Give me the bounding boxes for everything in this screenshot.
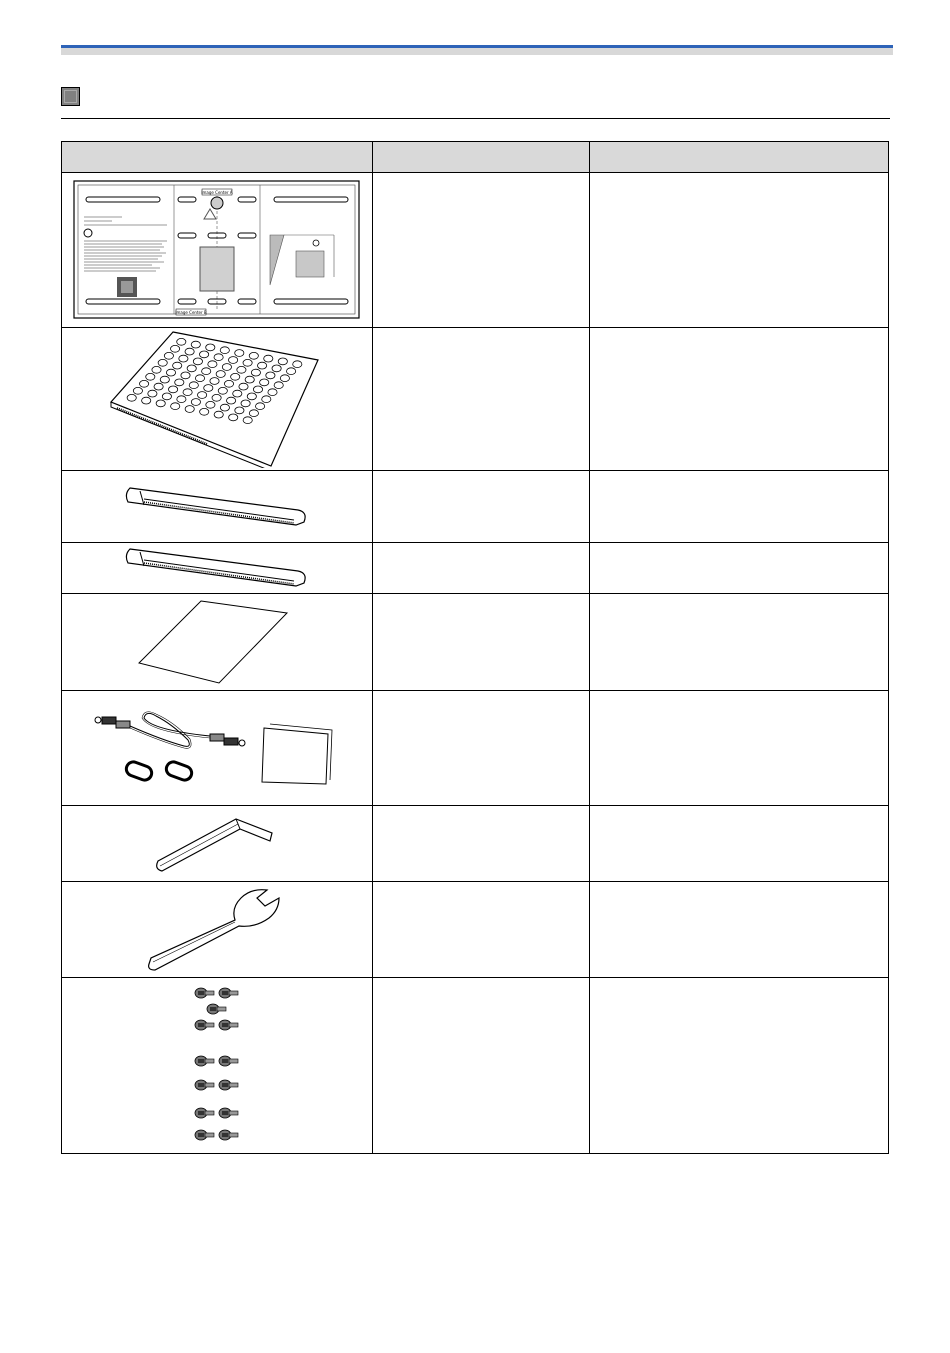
table-row <box>62 594 889 691</box>
header-image <box>62 142 373 173</box>
screw-icon <box>207 1004 226 1014</box>
part-name-cell <box>373 806 590 882</box>
part-name-cell <box>373 471 590 543</box>
table-row <box>62 543 889 594</box>
section-square-icon <box>61 87 80 106</box>
table-row <box>62 328 889 471</box>
plate-hole <box>148 390 157 397</box>
template-sheet-image <box>72 179 362 321</box>
part-name-cell <box>373 594 590 691</box>
part-name-cell <box>373 691 590 806</box>
plate-hole <box>262 396 271 403</box>
part-quantity-cell <box>590 691 889 806</box>
safety-wire-kit-image <box>92 706 342 790</box>
parts-table <box>61 141 889 1154</box>
plate-hole <box>202 368 211 375</box>
screw-icon <box>219 988 238 998</box>
part-quantity-cell <box>590 328 889 471</box>
plate-hole <box>210 378 219 385</box>
plate-hole <box>216 371 225 378</box>
plate-hole <box>256 403 265 410</box>
plate-hole <box>206 344 215 351</box>
part-image-cell <box>62 471 373 543</box>
plate-hole <box>171 345 180 352</box>
part-image-cell <box>62 173 373 328</box>
part-image-cell <box>62 978 373 1154</box>
part-name-cell <box>373 543 590 594</box>
plate-hole <box>133 387 142 394</box>
plate-hole <box>220 404 229 411</box>
part-name-cell <box>373 882 590 978</box>
plate-hole <box>245 376 254 383</box>
plate-hole <box>293 361 302 368</box>
screw-icon <box>219 1130 238 1140</box>
part-quantity-cell <box>590 882 889 978</box>
plate-hole <box>160 376 169 383</box>
plate-hole <box>287 368 296 375</box>
part-quantity-cell <box>590 173 889 328</box>
screw-icon <box>195 988 214 998</box>
plate-hole <box>260 379 269 386</box>
hex-wrench-image <box>152 813 282 875</box>
plate-hole <box>204 385 213 392</box>
table-row <box>62 173 889 328</box>
plate-hole <box>195 375 204 382</box>
plate-hole <box>224 380 233 387</box>
screw-icon <box>195 1020 214 1030</box>
screw-icon <box>195 1056 214 1066</box>
plate-hole <box>237 366 246 373</box>
plate-hole <box>164 352 173 359</box>
plate-hole <box>235 407 244 414</box>
table-row <box>62 806 889 882</box>
spanner-image <box>147 888 287 972</box>
plate-hole <box>233 390 242 397</box>
plate-hole <box>175 379 184 386</box>
part-name-cell <box>373 173 590 328</box>
screw-icon <box>195 1130 214 1140</box>
plate-hole <box>268 389 277 396</box>
plate-hole <box>191 399 200 406</box>
plate-hole <box>154 383 163 390</box>
plate-hole <box>278 358 287 365</box>
perforated-plate-image <box>107 330 327 468</box>
plate-hole <box>198 392 207 399</box>
screw-icon <box>195 1080 214 1090</box>
plate-hole <box>169 386 178 393</box>
part-name-cell <box>373 328 590 471</box>
page-header-rule <box>61 45 893 55</box>
plate-hole <box>214 354 223 361</box>
plate-hole <box>171 403 180 410</box>
sheet-image <box>137 599 297 685</box>
screw-icon <box>219 1020 238 1030</box>
plate-hole <box>127 394 136 401</box>
plate-hole <box>229 414 238 421</box>
plate-hole <box>200 351 209 358</box>
plate-hole <box>249 352 258 359</box>
plate-hole <box>243 359 252 366</box>
plate-hole <box>249 410 258 417</box>
part-image-cell <box>62 594 373 691</box>
screws-image <box>187 983 247 1149</box>
plate-hole <box>140 380 149 387</box>
plate-hole <box>220 347 229 354</box>
plate-hole <box>185 406 194 413</box>
plate-hole <box>272 365 281 372</box>
header-rule-grey <box>61 48 893 55</box>
plate-hole <box>212 394 221 401</box>
plate-hole <box>179 355 188 362</box>
screw-icon <box>219 1056 238 1066</box>
plate-hole <box>241 400 250 407</box>
part-image-cell <box>62 328 373 471</box>
plate-hole <box>239 383 248 390</box>
plate-hole <box>235 350 244 357</box>
plate-hole <box>200 408 209 415</box>
rail-bar-image <box>122 545 312 591</box>
plate-hole <box>158 359 167 366</box>
rail-bar-image <box>122 484 312 530</box>
plate-hole <box>181 372 190 379</box>
screw-icon <box>195 1108 214 1118</box>
plate-hole <box>162 393 171 400</box>
plate-hole <box>222 364 231 371</box>
part-image-cell <box>62 543 373 594</box>
image-center-b-label: Image Center B <box>175 310 207 315</box>
plate-hole <box>253 386 262 393</box>
plate-hole <box>189 382 198 389</box>
plate-hole <box>218 387 227 394</box>
plate-hole <box>264 355 273 362</box>
plate-hole <box>193 358 202 365</box>
image-center-a-label: Image Center A <box>201 190 233 195</box>
plate-hole <box>227 397 236 404</box>
screw-icon <box>219 1108 238 1118</box>
table-row <box>62 978 889 1154</box>
plate-hole <box>146 373 155 380</box>
table-row <box>62 471 889 543</box>
header-quantity <box>590 142 889 173</box>
plate-hole <box>214 411 223 418</box>
plate-hole <box>208 361 217 368</box>
section-heading <box>61 85 890 119</box>
screw-icon <box>219 1080 238 1090</box>
plate-hole <box>187 365 196 372</box>
header-name <box>373 142 590 173</box>
plate-hole <box>280 375 289 382</box>
part-image-cell <box>62 691 373 806</box>
plate-hole <box>166 369 175 376</box>
plate-hole <box>206 401 215 408</box>
part-quantity-cell <box>590 471 889 543</box>
table-row <box>62 691 889 806</box>
plate-hole <box>183 389 192 396</box>
part-quantity-cell <box>590 543 889 594</box>
table-row <box>62 882 889 978</box>
part-image-cell <box>62 806 373 882</box>
part-name-cell <box>373 978 590 1154</box>
plate-hole <box>152 366 161 373</box>
plate-hole <box>173 362 182 369</box>
plate-hole <box>266 372 275 379</box>
plate-hole <box>142 397 151 404</box>
table-header-row <box>62 142 889 173</box>
plate-hole <box>185 348 194 355</box>
plate-hole <box>177 396 186 403</box>
plate-hole <box>229 357 238 364</box>
plate-hole <box>177 338 186 345</box>
plate-hole <box>156 400 165 407</box>
part-image-cell <box>62 882 373 978</box>
plate-hole <box>191 341 200 348</box>
part-quantity-cell <box>590 978 889 1154</box>
plate-hole <box>247 393 256 400</box>
plate-hole <box>258 362 267 369</box>
part-quantity-cell <box>590 594 889 691</box>
plate-hole <box>243 417 252 424</box>
plate-hole <box>251 369 260 376</box>
plate-hole <box>274 382 283 389</box>
part-quantity-cell <box>590 806 889 882</box>
plate-hole <box>231 373 240 380</box>
